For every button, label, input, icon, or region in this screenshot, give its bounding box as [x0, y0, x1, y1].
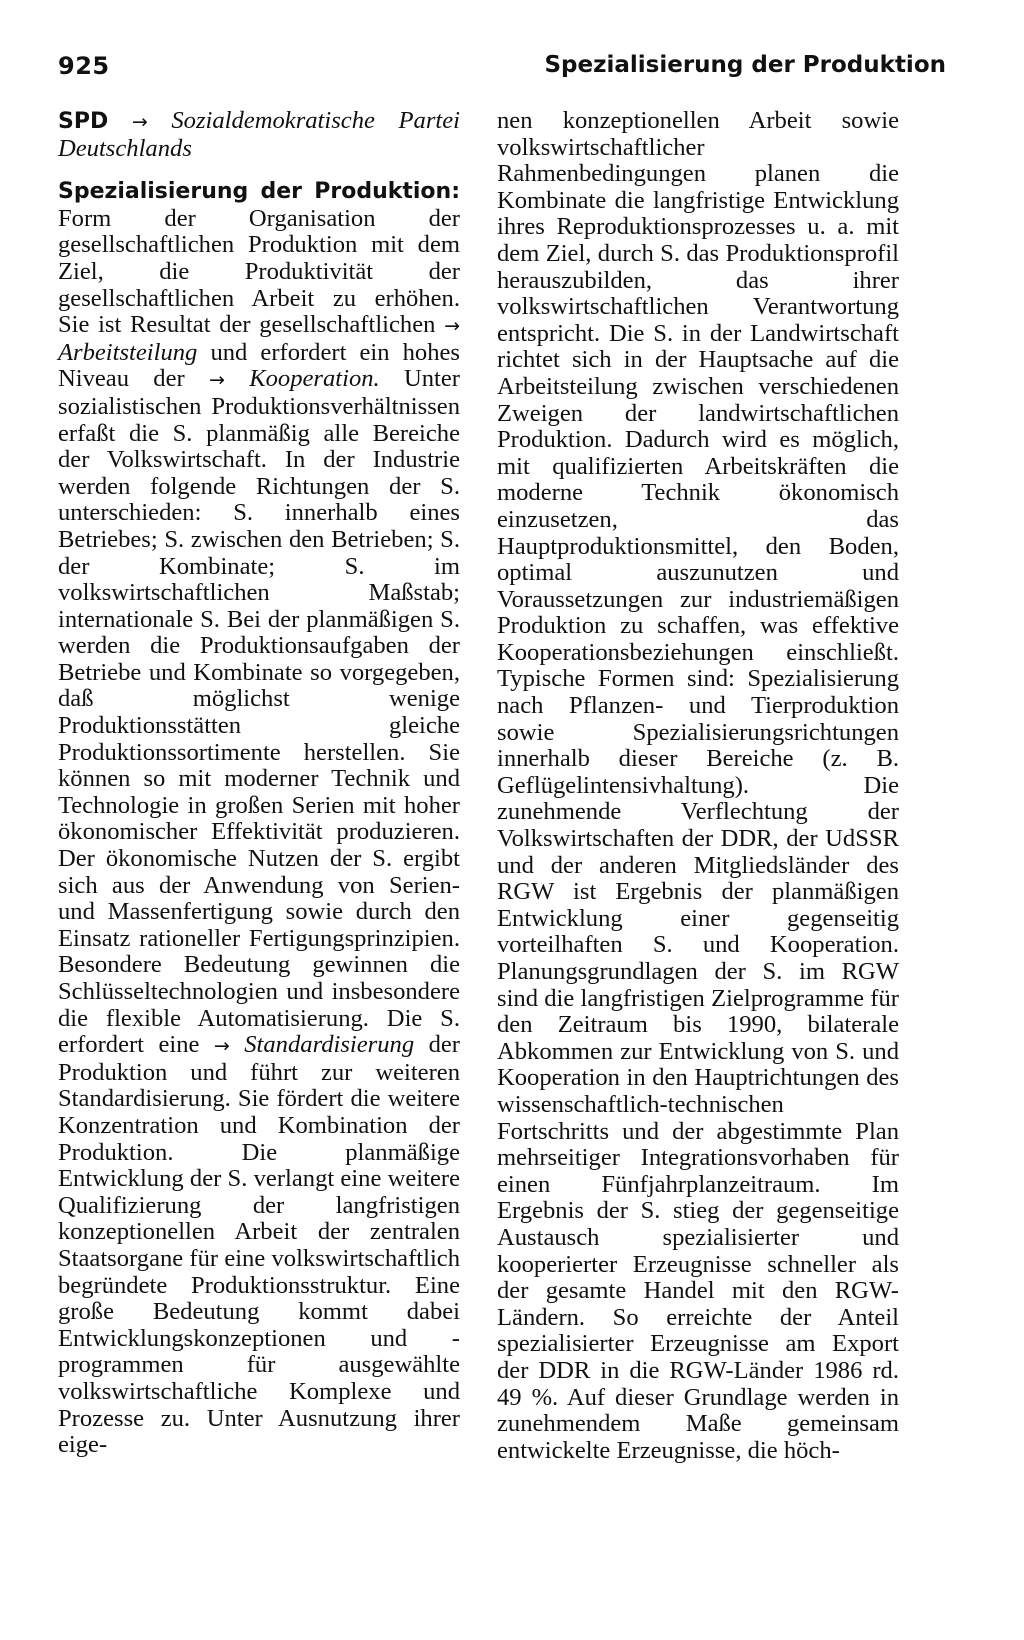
entry-spezialisierung — [58, 178, 460, 1459]
page-number: 925 — [58, 52, 110, 80]
entry-term-spd: SPD — [58, 109, 109, 134]
entry-text-part-1: Form der Organisation der gesellschaftlichen Produktion mit dem Ziel, die Produktivität der gesellschaftlichen Arbeit zu erhöhen. Sie ist Resultat der gesellschaftlichen — [58, 204, 460, 339]
entry-text-continuation: nen konzeptionellen Arbeit sowie volkswirtschaftlicher Rahmenbedingungen planen die Kombinate die langfristige Entwicklung ihres Reproduktionsprozesses u. a. mit dem Ziel, durch S. das Produktionsprofil herauszubilden, das ihrer volkswirtschaftlichen Verantwortung entspricht. Die S. in der Landwirtschaft richtet sich in der Hauptsache auf die Arbeitsteilung zwischen verschiedenen Zweigen der landwirtschaftlichen Produktion. Dadurch wird es möglich, mit qualifizierten Arbeitskräften die moderne Technik ökonomisch einzusetzen, das Hauptproduktionsmittel, den Boden, optimal auszunutzen und Voraussetzungen zur industriemäßigen Produktion zu schaffen, was effektive Kooperationsbeziehungen einschließt. Typische Formen sind: Spezialisierung nach Pflanzen- und Tierproduktion sowie Spezialisierungsrichtungen innerhalb dieser Bereiche (z. B. Geflügelintensivhaltung). Die zunehmende Verflechtung der Volkswirtschaften der DDR, der UdSSR und der anderen Mitgliedsländer des RGW ist Ergebnis der planmäßigen Entwicklung einer gegenseitig vorteilhaften S. und Kooperation. Planungsgrundlagen der S. im RGW sind die langfristigen Zielprogramme für den Zeitraum bis 1990, bilaterale Abkommen zur Entwicklung von S. und Kooperation in den Hauptrichtungen des wissenschaftlich-technischen Fortschritts und der abgestimmte Plan mehrseitiger Integrationsvorhaben für einen Fünfjahrplanzeitraum. Im Ergebnis der S. stieg der gegenseitige Austausch spezialisierter und kooperierter Erzeugnisse schneller als der gesamte Handel mit den RGW-Ländern. So erreichte der Anteil spezialisierter Erzeugnisse am Export der DDR in die RGW-Länder 1986 rd. 49 %. Auf dieser Grundlage werden in zunehmendem Maße gemeinsam entwickelte Erzeugnisse, die höch- — [497, 107, 899, 1464]
entry-text-part-2: und erfordert ein hohes Niveau der — [58, 338, 460, 393]
cross-reference-arrow-icon: → — [131, 111, 148, 133]
entry-text-part-3: Unter sozialistischen Produktionsverhältnissen erfaßt die S. planmäßig alle Bereiche der Volkswirtschaft. In der Industrie werden folgende Richtungen der S. unterschieden: S. innerhalb eines Betriebes; S. zwischen den Betrieben; S. der Kombinate; S. im volkswirtschaftlichen Maßstab; internationale S. Bei der planmäßigen S. werden die Produktionsaufgaben der Betriebe und Kombinate so vorgegeben, daß möglichst wenige Produktionsstätten gleiche Produktionssortimente herstellen. Sie können so mit moderner Technik und Technologie in großen Serien mit hoher ökonomischer Effektivität produzieren. Der ökonomische Nutzen der S. ergibt sich aus der Anwendung von Serien- und Massenfertigung sowie durch den Einsatz rationeller Fertigungsprinzipien. Besondere Bedeutung gewinnen die Schlüsseltechnologien und insbesondere die flexible Automatisierung. Die S. erfordert eine — [58, 365, 460, 1059]
cross-reference-arrow-icon: → — [213, 1035, 230, 1058]
running-head: Spezialisierung der Produktion — [544, 52, 946, 78]
page-header — [58, 52, 946, 88]
entry-spd — [58, 108, 460, 162]
cross-reference-arrow-icon: → — [209, 369, 225, 392]
entry-term-spezialisierung: Spezialisierung der Produktion: — [58, 179, 460, 205]
cross-reference-standardisierung: Standardisierung — [244, 1031, 415, 1059]
left-column — [58, 108, 460, 1459]
cross-reference-arrow-icon: → — [444, 315, 460, 338]
cross-reference-spd: Sozialdemokratische Partei Deutschlands — [58, 107, 460, 162]
entry-text-part-4: der Produktion und führt zur weiteren Standardisierung. Sie fördert die weitere Konzentration und Kombination der Produktion. Die planmäßige Entwicklung der S. verlangt eine weitere Qualifizierung der langfristigen konzeptionellen Arbeit der zentralen Staatsorgane für eine volkswirtschaftlich begründete Produktionsstruktur. Eine große Bedeutung kommt dabei Entwicklungskonzeptionen und -programmen für ausgewählte volkswirtschaftliche Komplexe und Prozesse zu. Unter Ausnutzung ihrer eige- — [58, 1031, 460, 1459]
cross-reference-kooperation: Kooperation. — [249, 365, 380, 393]
cross-reference-arbeitsteilung: Arbeitsteilung — [58, 338, 198, 366]
right-column — [497, 108, 899, 1464]
